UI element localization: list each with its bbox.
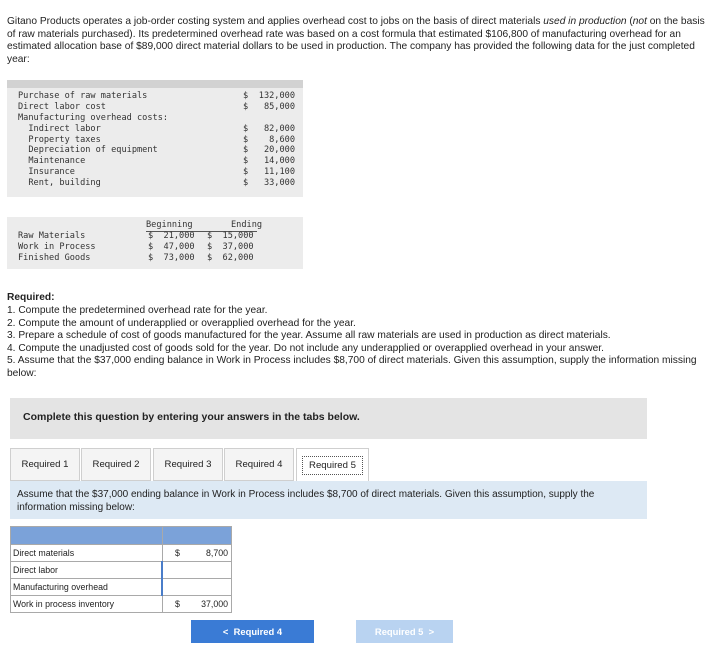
inventory-row: Work in Process $ 47,000 $ 37,000 [18,241,254,252]
manufacturing-overhead-input[interactable] [162,579,231,596]
required-item: 4. Compute the unadjusted cost of goods sold for the year. Do not include any underapplied or overapplied overhead in your answer. [7,342,604,354]
cost-row: Property taxes $ 8,600 [18,134,295,145]
chevron-left-icon: < [222,626,234,637]
tab-required-1[interactable]: Required 1 [10,448,80,481]
required-item: 5. Assume that the $37,000 ending balance in Work in Process includes $8,700 of direct materials. Given this assumption, supply the information missing below: [7,355,697,379]
cost-data-box [7,80,303,197]
problem-intro: Gitano Products operates a job-order costing system and applies overhead cost to jobs on the basis of direct materials used in production (not on the basis of raw materials purchased). Its predetermined overhead rate was based on a cost formula that estimated $106,800 of manufacturing overhead for an estimated allocation base of $89,000 direct material dollars to be used in production. The company has provided the following data for the just completed year: [7,16,705,65]
required-item: 3. Prepare a schedule of cost of goods manufactured for the year. Assume all raw materials are used in production as direct materials. [7,330,611,342]
row-label: Manufacturing overhead [11,579,163,596]
cost-row: Maintenance $ 14,000 [18,156,295,167]
prev-required-4-button[interactable]: < Required 4 [191,620,314,643]
cost-row: Indirect labor $ 82,000 [18,123,295,134]
tab-required-2[interactable]: Required 2 [81,448,151,481]
next-required-5-button: Required 5 > [356,620,453,643]
tab-required-5[interactable]: Required 5 [296,448,369,482]
table-row [11,545,232,562]
tab-required-3[interactable]: Required 3 [153,448,223,481]
instructions-panel: Complete this question by entering your answers in the tabs below. [10,398,647,439]
not-emphasis: not [632,16,647,27]
inventory-data-box [7,217,303,269]
direct-materials-value: $ 8,700 [162,545,231,562]
row-label: Direct labor [11,562,163,579]
used-in-production-emphasis: used in production [543,16,627,27]
required-item: 1. Compute the predetermined overhead rate for the year. [7,305,268,316]
required-item: 2. Compute the amount of underapplied or overapplied overhead for the year. [7,317,356,329]
required-heading: Required: [7,292,55,303]
cost-row: Direct labor cost $ 85,000 [18,101,295,112]
cost-row: Purchase of raw materials $ 132,000 [18,91,295,101]
required-list [7,305,715,381]
inventory-row: Raw Materials $ 21,000 $ 15,000 [18,230,254,241]
direct-labor-input[interactable] [162,562,231,579]
inventory-row: Finished Goods $ 73,000 $ 62,000 [18,252,254,263]
cost-row: Insurance $ 11,100 [18,167,295,178]
cost-row: Depreciation of equipment $ 20,000 [18,145,295,156]
inventory-header-row: Beginning Ending [146,220,263,230]
wip-inventory-value: $ 37,000 [162,596,231,613]
assumption-banner: Assume that the $37,000 ending balance in Work in Process includes $8,700 of direct materials. Given this assumption, supply the information missing below: [10,481,647,519]
cost-row: Rent, building $ 33,000 [18,178,295,189]
row-label: Direct materials [11,545,163,562]
row-label: Work in process inventory [11,596,163,613]
table-row [11,579,232,596]
answer-table [10,526,232,613]
table-row [11,562,232,579]
cost-row: Manufacturing overhead costs: [18,112,169,123]
tab-required-4[interactable]: Required 4 [224,448,294,481]
table-row [11,596,232,613]
chevron-right-icon: > [423,626,435,637]
